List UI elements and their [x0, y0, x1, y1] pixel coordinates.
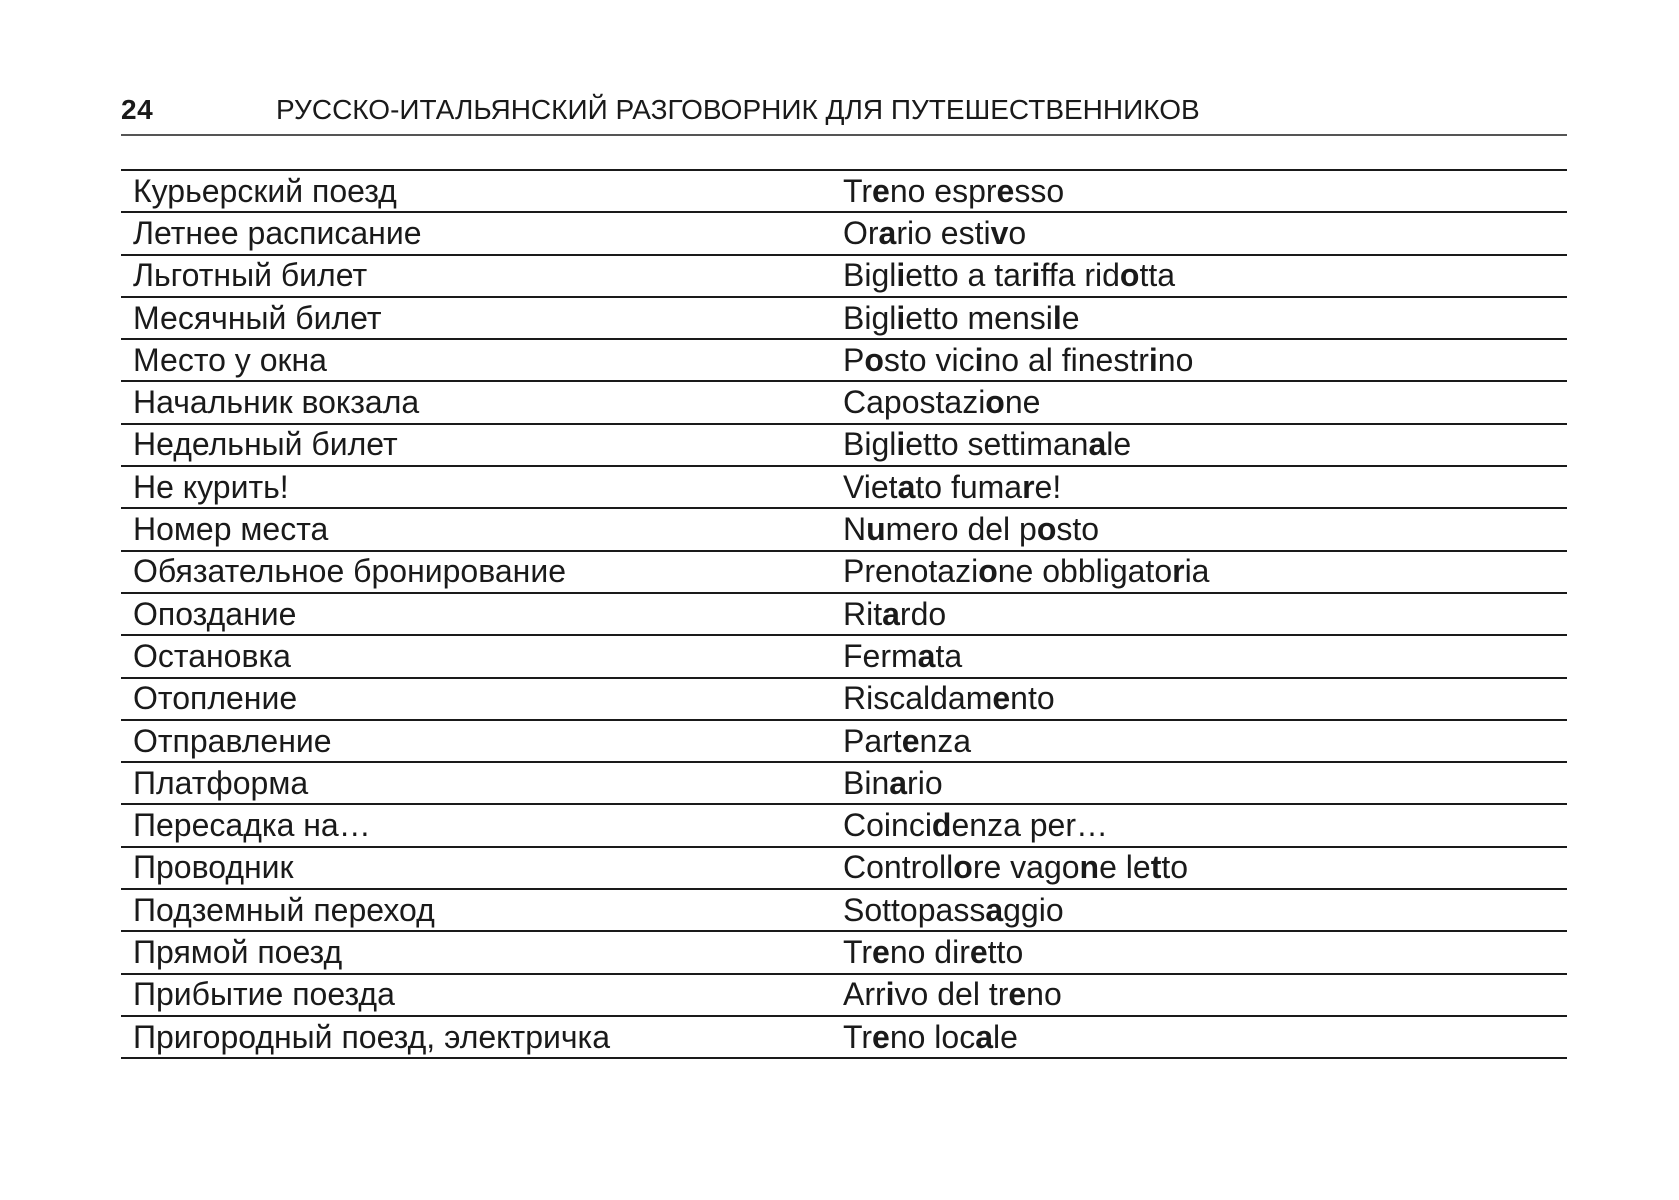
russian-phrase: Прибытие поезда [133, 976, 395, 1013]
italian-phrase: Capostazione [843, 384, 1041, 421]
italian-phrase: Coincidenza per… [843, 807, 1108, 844]
stressed-vowel: t [1150, 849, 1162, 886]
italian-phrase: Vietato fumare! [843, 468, 1062, 505]
table-row [121, 890, 1567, 932]
stressed-vowel: r [1172, 553, 1185, 590]
table-row [121, 763, 1567, 805]
italian-phrase: Biglietto mensile [843, 299, 1080, 336]
italian-phrase: Ritardo [843, 595, 947, 632]
stressed-vowel: v [990, 214, 1009, 251]
stressed-vowel: n [1079, 849, 1100, 886]
stressed-vowel: a [878, 214, 897, 251]
stressed-vowel: a [985, 891, 1004, 928]
stressed-vowel: a [1088, 426, 1107, 463]
stressed-vowel: a [917, 637, 936, 674]
stressed-vowel: d [931, 807, 952, 844]
stressed-vowel: i [885, 976, 895, 1013]
stressed-vowel: e [901, 722, 920, 759]
table-row [121, 594, 1567, 636]
russian-phrase: Подземный переход [133, 891, 435, 928]
stressed-vowel: e [872, 1018, 890, 1055]
stressed-vowel: a [975, 1018, 993, 1055]
stressed-vowel: u [866, 511, 886, 548]
italian-phrase: Fermata [843, 637, 963, 674]
russian-phrase: Прямой поезд [133, 933, 343, 970]
stressed-vowel: i [974, 341, 984, 378]
russian-phrase: Не курить! [133, 468, 289, 505]
russian-phrase: Курьерский поезд [133, 172, 397, 209]
russian-phrase: Пересадка на… [133, 807, 371, 844]
russian-phrase: Льготный билет [133, 257, 368, 294]
table-row [121, 213, 1567, 255]
stressed-vowel: o [953, 849, 973, 886]
russian-phrase: Опоздание [133, 595, 297, 632]
stressed-vowel: a [882, 595, 900, 632]
stressed-vowel: a [889, 764, 908, 801]
stressed-vowel: e [996, 172, 1015, 209]
table-row [121, 171, 1567, 213]
russian-phrase: Номер места [133, 511, 329, 548]
stressed-vowel: l [1052, 299, 1062, 336]
stressed-vowel: i [1031, 257, 1041, 294]
table-row [121, 1017, 1567, 1059]
italian-phrase: Biglietto a tariffa ridotta [843, 257, 1176, 294]
table-row [121, 636, 1567, 678]
russian-phrase: Платформа [133, 764, 309, 801]
stressed-vowel: e [872, 933, 890, 970]
table-row [121, 467, 1567, 509]
table-row [121, 382, 1567, 424]
running-head [121, 86, 1567, 136]
russian-phrase: Летнее расписание [133, 214, 422, 251]
italian-phrase: Sottopassaggio [843, 891, 1064, 928]
stressed-vowel: e [1008, 976, 1027, 1013]
table-row [121, 721, 1567, 763]
page-number: 24 [121, 94, 154, 125]
table-row [121, 425, 1567, 467]
italian-phrase: Posto vicino al finestrino [843, 341, 1194, 378]
table-row [121, 256, 1567, 298]
stressed-vowel: r [1022, 468, 1035, 505]
russian-phrase: Отправление [133, 722, 332, 759]
italian-phrase: Arrivo del treno [843, 976, 1062, 1013]
russian-phrase: Место у окна [133, 341, 327, 378]
russian-phrase: Остановка [133, 637, 291, 674]
stressed-vowel: e [969, 933, 988, 970]
russian-phrase: Проводник [133, 849, 294, 886]
russian-phrase: Обязательное бронирование [133, 553, 566, 590]
italian-phrase: Binario [843, 764, 943, 801]
russian-phrase: Отопление [133, 680, 298, 717]
russian-phrase: Начальник вокзала [133, 384, 420, 421]
table-row [121, 805, 1567, 847]
table-row [121, 679, 1567, 721]
stressed-vowel: o [864, 341, 884, 378]
italian-phrase: Treno locale [843, 1018, 1018, 1055]
stressed-vowel: o [985, 384, 1005, 421]
italian-phrase: Partenza [843, 722, 972, 759]
italian-phrase: Treno espresso [843, 172, 1065, 209]
table-row [121, 552, 1567, 594]
stressed-vowel: o [1119, 257, 1140, 294]
book-page [121, 86, 1567, 1059]
stressed-vowel: i [896, 257, 906, 294]
italian-phrase: Biglietto settimanale [843, 426, 1132, 463]
stressed-vowel: i [1148, 341, 1158, 378]
stressed-vowel: e [992, 680, 1011, 717]
italian-phrase: Orario estivo [843, 214, 1027, 251]
russian-phrase: Пригородный поезд, электричка [133, 1018, 611, 1055]
stressed-vowel: i [896, 426, 906, 463]
stressed-vowel: o [978, 553, 998, 590]
phrase-table [121, 169, 1567, 1059]
stressed-vowel: e [872, 172, 890, 209]
page-title: РУССКО-ИТАЛЬЯНСКИЙ РАЗГОВОРНИК ДЛЯ ПУТЕШЕСТВЕННИКОВ [276, 94, 1200, 125]
stressed-vowel: o [1036, 511, 1057, 548]
russian-phrase: Недельный билет [133, 426, 398, 463]
italian-phrase: Treno diretto [843, 933, 1024, 970]
italian-phrase: Controllore vagone letto [843, 849, 1189, 886]
table-row [121, 848, 1567, 890]
russian-phrase: Месячный билет [133, 299, 382, 336]
table-row [121, 298, 1567, 340]
stressed-vowel: a [897, 468, 916, 505]
italian-phrase: Prenotazione obbligatoria [843, 553, 1210, 590]
table-row [121, 932, 1567, 974]
table-row [121, 975, 1567, 1017]
stressed-vowel: i [896, 299, 906, 336]
table-row [121, 509, 1567, 551]
italian-phrase: Numero del posto [843, 511, 1100, 548]
italian-phrase: Riscaldamento [843, 680, 1055, 717]
table-row [121, 340, 1567, 382]
